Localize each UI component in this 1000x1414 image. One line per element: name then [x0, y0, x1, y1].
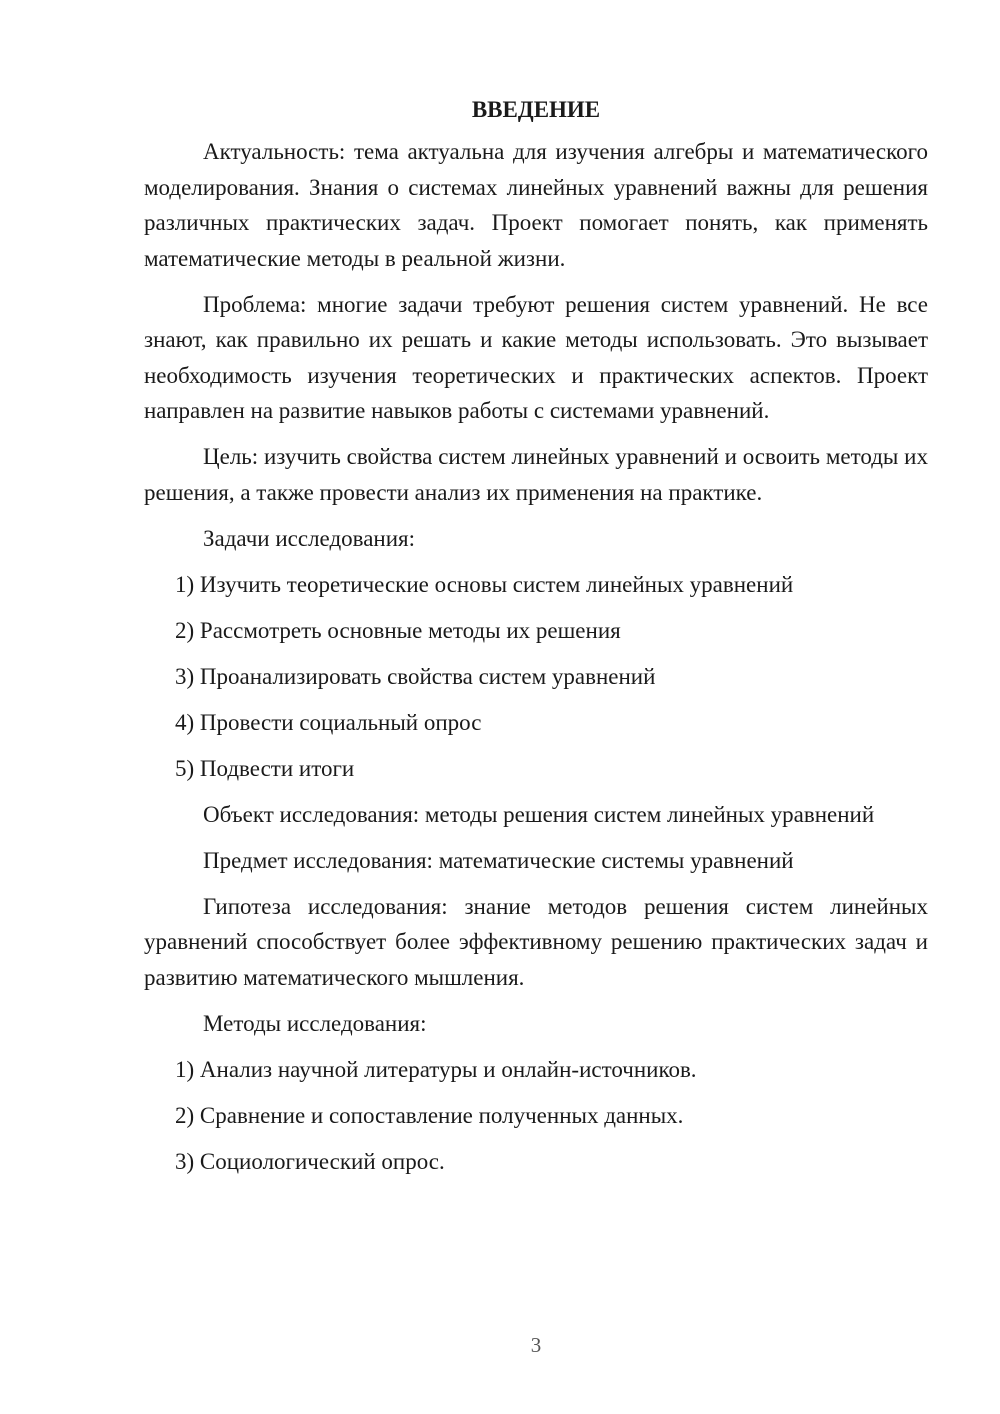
method-item: 1) Анализ научной литературы и онлайн-источников. [175, 1056, 697, 1082]
relevance-paragraph: Актуальность: тема актуальна для изучения алгебры и математического моделирования. Знания о системах линейных уравнений важны для решения различных практических задач. Проект помогает понять, как применять математические методы в реальной жизни. [144, 139, 928, 271]
hypothesis-paragraph: Гипотеза исследования: знание методов решения систем линейных уравнений способствует более эффективному решению практических задач и развитию математического мышления. [144, 893, 928, 990]
problem-paragraph: Проблема: многие задачи требуют решения систем уравнений. Не все знают, как правильно их решать и какие методы использовать. Это вызывает необходимость изучения теоретических и практических аспектов. Проект направлен на развитие навыков работы с системами уравнений. [144, 291, 928, 423]
research-object: Объект исследования: методы решения систем линейных уравнений [203, 801, 875, 827]
page-number: 3 [530, 1333, 542, 1357]
goal-paragraph: Цель: изучить свойства систем линейных уравнений и освоить методы их решения, а также провести анализ их применения на практике. [144, 444, 928, 505]
task-item: 5) Подвести итоги [175, 755, 355, 781]
method-item: 2) Сравнение и сопоставление полученных данных. [175, 1102, 684, 1128]
task-item: 1) Изучить теоретические основы систем линейных уравнений [175, 571, 794, 597]
research-subject: Предмет исследования: математические системы уравнений [203, 847, 794, 873]
task-item: 2) Рассмотреть основные методы их решения [175, 617, 621, 643]
methods-title: Методы исследования: [203, 1010, 427, 1036]
method-item: 3) Социологический опрос. [175, 1148, 445, 1174]
task-item: 4) Провести социальный опрос [175, 709, 482, 735]
page-content [144, 94, 928, 1179]
task-item: 3) Проанализировать свойства систем уравнений [175, 663, 656, 689]
section-heading: ВВЕДЕНИЕ [471, 97, 601, 122]
tasks-title: Задачи исследования: [203, 525, 416, 551]
